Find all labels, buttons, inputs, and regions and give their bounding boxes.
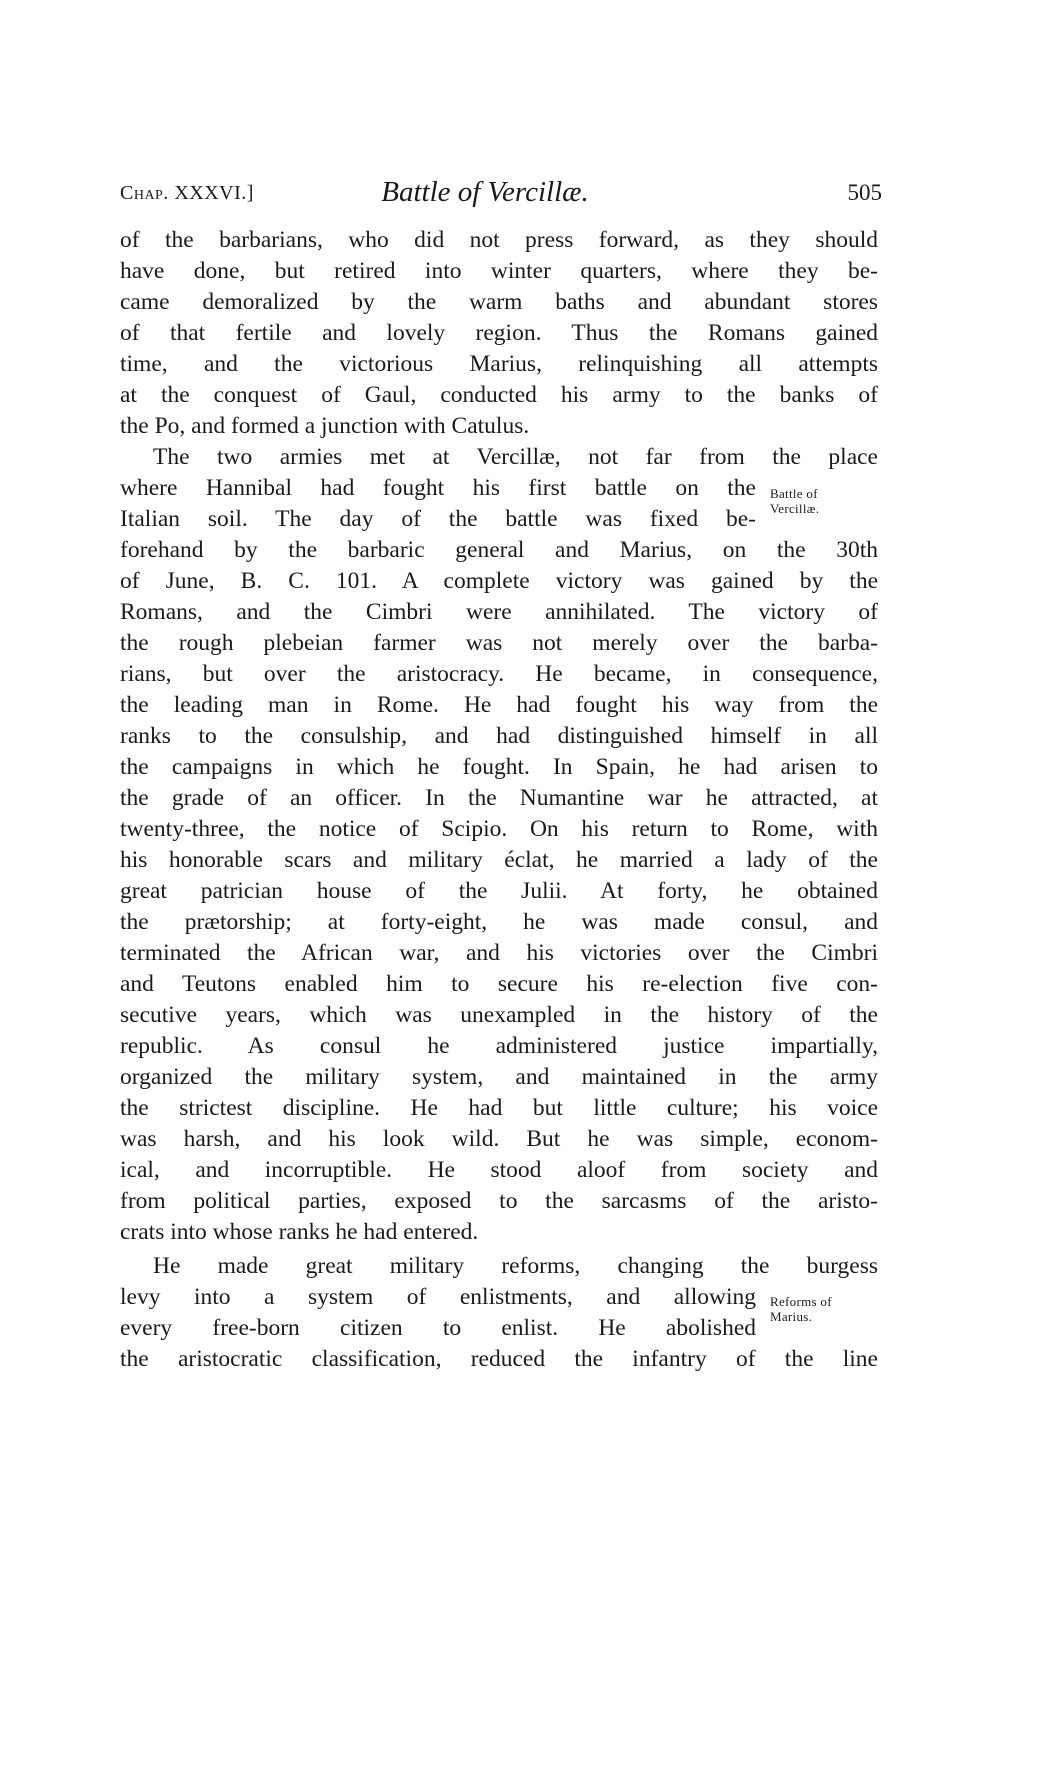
text-line: ranks to the consulship, and had distinguished himself in all	[120, 723, 878, 749]
text-line: from political parties, exposed to the sarcasms of the aristo-	[120, 1188, 878, 1214]
text-line: the Po, and formed a junction with Catulus.	[120, 413, 530, 439]
text-line: the rough plebeian farmer was not merely over the barba-	[120, 630, 878, 656]
text-line: and Teutons enabled him to secure his re-election five con-	[120, 971, 878, 997]
text-line: great patrician house of the Julii. At forty, he obtained	[120, 878, 878, 904]
text-line: of that fertile and lovely region. Thus the Romans gained	[120, 320, 878, 346]
margin-note-reforms	[770, 1294, 832, 1324]
text-line: The two armies met at Vercillæ, not far from the place	[153, 444, 878, 470]
running-header	[120, 176, 882, 212]
text-line: the prætorship; at forty-eight, he was made consul, and	[120, 909, 878, 935]
margin-note-battle	[770, 486, 819, 516]
text-line: have done, but retired into winter quarters, where they be-	[120, 258, 878, 284]
text-line: Italian soil. The day of the battle was fixed be-	[120, 506, 756, 532]
text-line: twenty-three, the notice of Scipio. On his return to Rome, with	[120, 816, 878, 842]
text-line: came demoralized by the warm baths and abundant stores	[120, 289, 878, 315]
text-line: the grade of an officer. In the Numantine war he attracted, at	[120, 785, 878, 811]
text-line: the aristocratic classification, reduced the infantry of the line	[120, 1346, 878, 1372]
text-line: the strictest discipline. He had but little culture; his voice	[120, 1095, 878, 1121]
text-line: was harsh, and his look wild. But he was simple, econom-	[120, 1126, 878, 1152]
text-line: where Hannibal had fought his first battle on the	[120, 475, 756, 501]
text-line: levy into a system of enlistments, and allowing	[120, 1284, 756, 1310]
text-line: republic. As consul he administered justice impartially,	[120, 1033, 878, 1059]
page-number: 505	[847, 180, 882, 205]
text-line: organized the military system, and maintained in the army	[120, 1064, 878, 1090]
text-line: terminated the African war, and his victories over the Cimbri	[120, 940, 878, 966]
text-line: crats into whose ranks he had entered.	[120, 1219, 479, 1245]
text-line: the campaigns in which he fought. In Spain, he had arisen to	[120, 754, 878, 780]
text-line: his honorable scars and military éclat, he married a lady of the	[120, 847, 878, 873]
margin-note-line: Vercillæ.	[770, 501, 820, 516]
text-line: forehand by the barbaric general and Marius, on the 30th	[120, 537, 878, 563]
text-line: the leading man in Rome. He had fought his way from the	[120, 692, 878, 718]
margin-note-line: Reforms of	[770, 1294, 832, 1309]
margin-note-line: Marius.	[770, 1309, 813, 1324]
chapter-label: Chap. XXXVI.]	[120, 182, 254, 204]
text-line: ical, and incorruptible. He stood aloof from society and	[120, 1157, 878, 1183]
margin-note-line: Battle of	[770, 486, 818, 501]
text-line: every free-born citizen to enlist. He abolished	[120, 1315, 756, 1341]
text-line: rians, but over the aristocracy. He became, in consequence,	[120, 661, 878, 687]
text-line: Romans, and the Cimbri were annihilated. The victory of	[120, 599, 878, 625]
page-title: Battle of Vercillæ.	[381, 176, 589, 208]
text-line: secutive years, which was unexampled in the history of the	[120, 1002, 878, 1028]
text-line: at the conquest of Gaul, conducted his army to the banks of	[120, 382, 878, 408]
text-line: of the barbarians, who did not press forward, as they should	[120, 227, 878, 253]
text-line: time, and the victorious Marius, relinquishing all attempts	[120, 351, 878, 377]
text-line: He made great military reforms, changing the burgess	[153, 1253, 878, 1279]
text-line: of June, B. C. 101. A complete victory was gained by the	[120, 568, 878, 594]
